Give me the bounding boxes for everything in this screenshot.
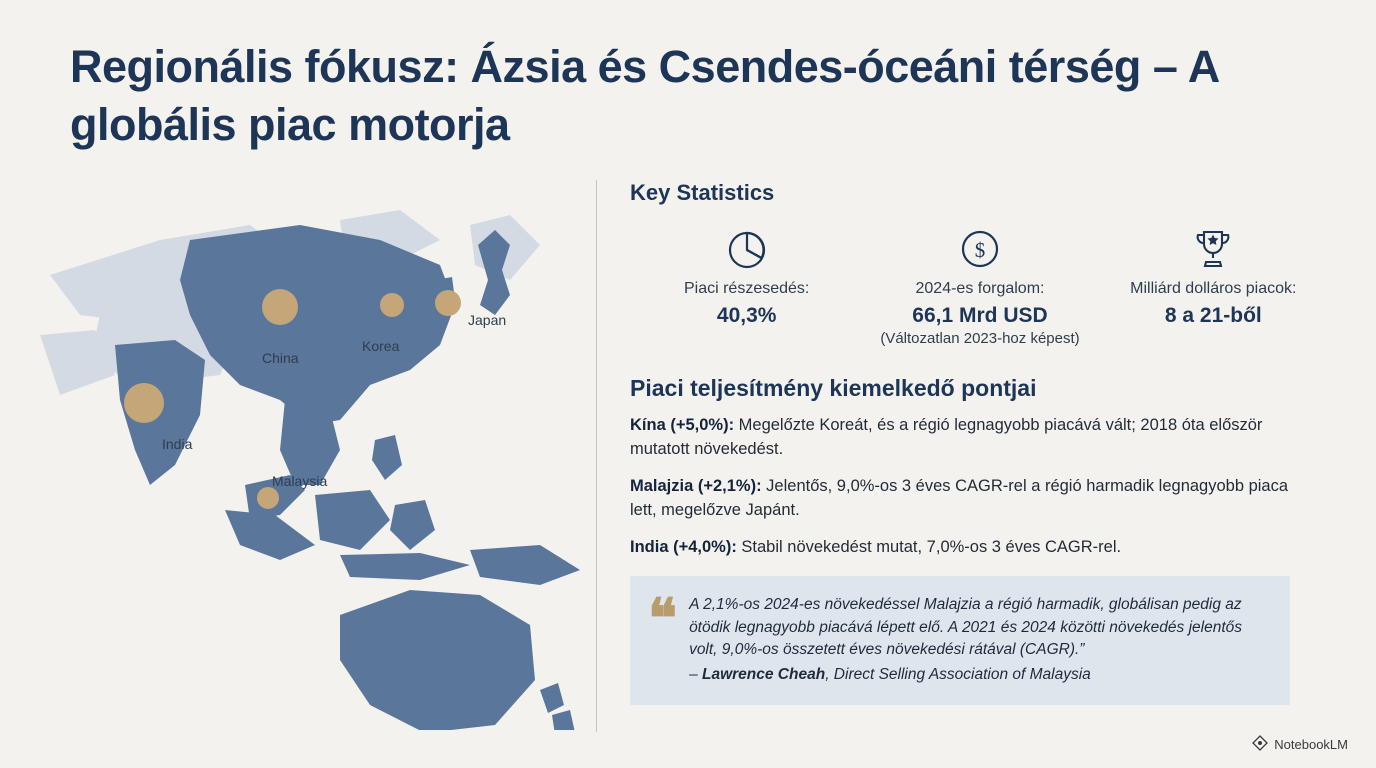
stat-label: Piaci részesedés: (683, 280, 810, 297)
map-label-japan: Japan (468, 312, 507, 328)
highlight-lead: India (+4,0%): (630, 537, 737, 556)
map-marker-india (124, 383, 164, 423)
highlights-heading: Piaci teljesítmény kiemelkedő pontjai (630, 375, 1037, 401)
map-svg (40, 185, 592, 730)
stat-value: 8 a 21-ből (1164, 304, 1262, 327)
highlight-text: Stabil növekedést mutat, 7,0%-os 3 éves CAGR-rel. (736, 537, 1122, 556)
quote-author: Lawrence Cheah (702, 666, 826, 684)
map-marker-korea (380, 293, 404, 317)
asia-pacific-map (40, 185, 592, 730)
key-statistics-row (630, 220, 1330, 347)
highlight-text: Megelőzte Koreát, és a régió legnagyobb piacává vált; 2018 óta először mutatott növekedést. (630, 416, 1263, 458)
trophy-icon (1097, 220, 1330, 276)
map-label-china: China (262, 350, 299, 366)
stat-market-share (630, 220, 863, 328)
quote-mark-icon: ❝ (648, 588, 678, 649)
quote-org: , Direct Selling Association of Malaysia (825, 666, 1091, 684)
highlight-lead: Malajzia (+2,1%): (630, 476, 762, 495)
quote-callout (630, 576, 1290, 706)
stat-2024-revenue (863, 220, 1096, 347)
map-label-malaysia: Malaysia (272, 473, 328, 489)
stat-label: Milliárd dolláros piacok: (1130, 280, 1297, 297)
highlight-item-china (630, 414, 1310, 462)
map-label-india: India (162, 436, 193, 452)
stat-value: 66,1 Mrd USD (912, 304, 1048, 327)
map-marker-china (262, 289, 298, 325)
map-marker-malaysia (257, 487, 279, 509)
brand-name: NotebookLM (1274, 737, 1348, 752)
quote-attribution (689, 664, 1268, 687)
quote-text: A 2,1%-os 2024-es növekedéssel Malajzia a régió harmadik, globálisan pedig az ötödik legnagyobb piacává lépett elő. A 2021 és 2024 közötti növekedés jelentős volt, 9,0%-os összetett éves növekedési rátával (CAGR).” (689, 595, 1242, 659)
page-title: Regionális fókusz: Ázsia és Csendes-óceáni térség – A globális piac motorja (70, 41, 1219, 150)
map-marker-japan (435, 290, 461, 316)
highlight-item-malaysia (630, 475, 1310, 523)
pie-chart-icon (630, 220, 863, 276)
key-statistics-heading: Key Statistics (630, 180, 775, 205)
stat-label: 2024-es forgalom: (915, 280, 1045, 297)
highlight-lead: Kína (+5,0%): (630, 416, 735, 434)
highlight-text: Jelentős, 9,0%-os 3 éves CAGR-rel a régió harmadik legnagyobb piaca lett, megelőzve Japánt. (630, 476, 1289, 519)
vertical-divider (596, 180, 597, 732)
svg-text:$: $ (974, 238, 986, 262)
stat-billion-dollar-markets (1097, 220, 1330, 328)
map-label-korea: Korea (362, 338, 400, 354)
quote-dash: – (689, 666, 702, 684)
stat-note: (Változatlan 2023-hoz képest) (880, 330, 1080, 347)
stat-value: 40,3% (716, 304, 777, 327)
brand-footer (1252, 735, 1348, 754)
notebooklm-logo-icon (1252, 735, 1268, 754)
highlight-item-india (630, 536, 1310, 560)
dollar-circle-icon (863, 220, 1096, 276)
